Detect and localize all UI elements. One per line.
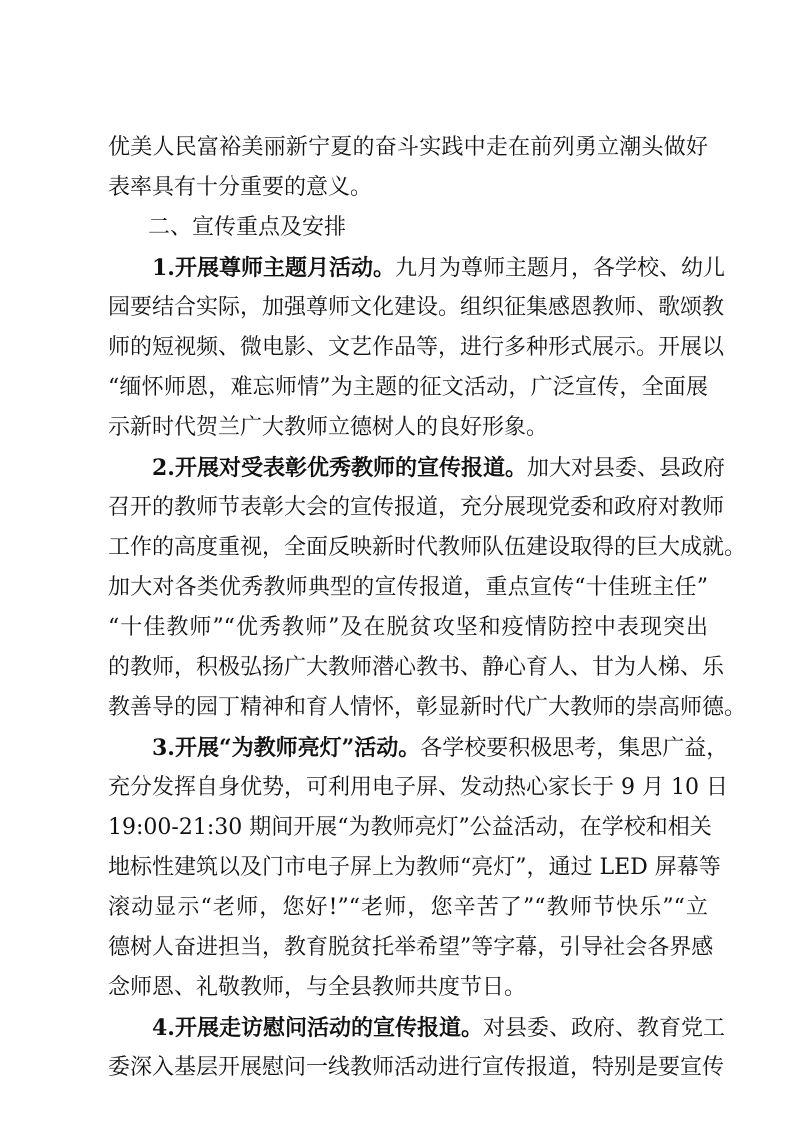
body-line: 加大对各类优秀教师典型的宣传报道，重点宣传“十佳班主任” xyxy=(108,575,708,600)
section-heading: 二、宣传重点及安排 xyxy=(148,215,347,240)
body-line: 优美人民富裕美丽新宁夏的奋斗实践中走在前列勇立潮头做好 xyxy=(108,135,708,160)
item-text: 对县委、政府、教育党工 xyxy=(482,1016,725,1041)
body-line: “缅怀师恩，难忘师情”为主题的征文活动，广泛宣传，全面展 xyxy=(108,375,708,400)
body-line: 教善导的园丁精神和育人情怀，彰显新时代广大教师的崇高师德。 xyxy=(108,695,747,720)
body-line: 师的短视频、微电影、文艺作品等，进行多种形式展示。开展以 xyxy=(108,335,725,360)
item-2-first-line xyxy=(108,448,725,488)
body-line: 示新时代贺兰广大教师立德树人的良好形象。 xyxy=(108,415,549,440)
body-line: 工作的高度重视，全面反映新时代教师队伍建设取得的巨大成就。 xyxy=(108,535,747,560)
item-title: 2.开展对受表彰优秀教师的宣传报道。 xyxy=(152,455,527,481)
item-text: 各学校要积极思考，集思广益， xyxy=(420,736,729,761)
body-line: 的教师，积极弘扬广大教师潜心教书、静心育人、甘为人梯、乐 xyxy=(108,655,725,680)
item-4-first-line xyxy=(108,1008,725,1048)
body-line: 召开的教师节表彰大会的宣传报道，充分展现党委和政府对教师 xyxy=(108,495,725,520)
item-title: 4.开展走访慰问活动的宣传报道。 xyxy=(152,1015,483,1041)
item-1-first-line xyxy=(108,248,725,288)
item-3-first-line xyxy=(108,728,729,768)
document-page xyxy=(108,128,747,1088)
body-line: 园要结合实际，加强尊师文化建设。组织征集感恩教师、歌颂教 xyxy=(108,295,725,320)
body-line: 充分发挥自身优势，可利用电子屏、发动热心家长于 9 月 10 日 xyxy=(108,775,728,800)
body-line: 19:00-21:30 期间开展“为教师亮灯”公益活动，在学校和相关 xyxy=(108,815,712,840)
item-title: 3.开展“为教师亮灯”活动。 xyxy=(152,735,421,761)
body-line: 德树人奋进担当，教育脱贫托举希望”等字幕，引导社会各界感 xyxy=(108,935,714,960)
body-line: “十佳教师”“优秀教师”及在脱贫攻坚和疫情防控中表现突出 xyxy=(108,615,708,640)
body-line: 念师恩、礼敬教师，与全县教师共度节日。 xyxy=(108,975,527,1000)
item-text: 九月为尊师主题月，各学校、幼儿 xyxy=(394,256,725,281)
body-line: 委深入基层开展慰问一线教师活动进行宣传报道，特别是要宣传 xyxy=(108,1055,725,1080)
body-line: 表率具有十分重要的意义。 xyxy=(108,175,373,200)
body-line: 地标性建筑以及门市电子屏上为教师“亮灯”，通过 LED 屏幕等 xyxy=(108,855,721,880)
item-text: 加大对县委、县政府 xyxy=(526,456,725,481)
item-title: 1.开展尊师主题月活动。 xyxy=(152,255,395,281)
body-line: 滚动显示“老师，您好!”“老师，您辛苦了”“教师节快乐”“立 xyxy=(108,895,708,920)
